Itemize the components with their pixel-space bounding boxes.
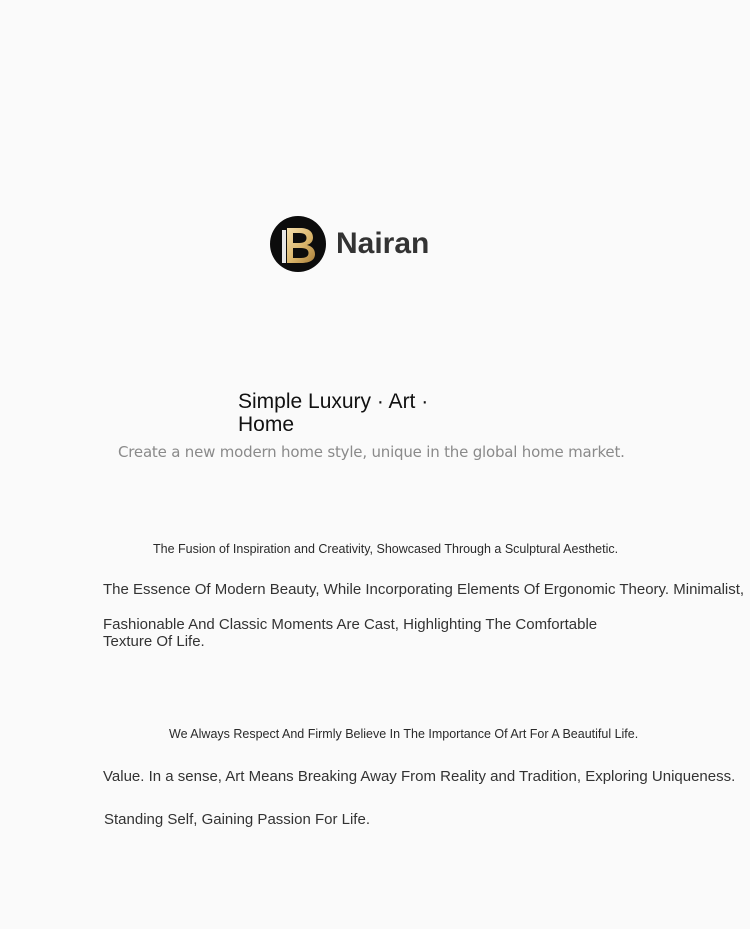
section-2-heading: We Always Respect And Firmly Believe In The Importance Of Art For A Beautiful Life.	[169, 727, 639, 741]
brand-header	[270, 216, 429, 272]
section-1-line-2: Fashionable And Classic Moments Are Cast, Highlighting The Comfortable Texture Of Life.	[103, 616, 598, 650]
hero-tagline: Simple Luxury · Art · Home	[238, 390, 429, 436]
hero-subtitle: Create a new modern home style, unique in the global home market.	[118, 443, 625, 461]
section-2-line-2: Standing Self, Gaining Passion For Life.	[104, 811, 370, 828]
section-1-line-1: The Essence Of Modern Beauty, While Incorporating Elements Of Ergonomic Theory. Minimalist,	[103, 581, 745, 598]
brand-name: Nairan	[336, 227, 430, 260]
section-1-heading: The Fusion of Inspiration and Creativity, Showcased Through a Sculptural Aesthetic.	[153, 542, 619, 556]
bn-monogram-icon	[270, 216, 326, 272]
section-2-line-1: Value. In a sense, Art Means Breaking Away From Reality and Tradition, Exploring Uniqueness.	[103, 768, 736, 785]
